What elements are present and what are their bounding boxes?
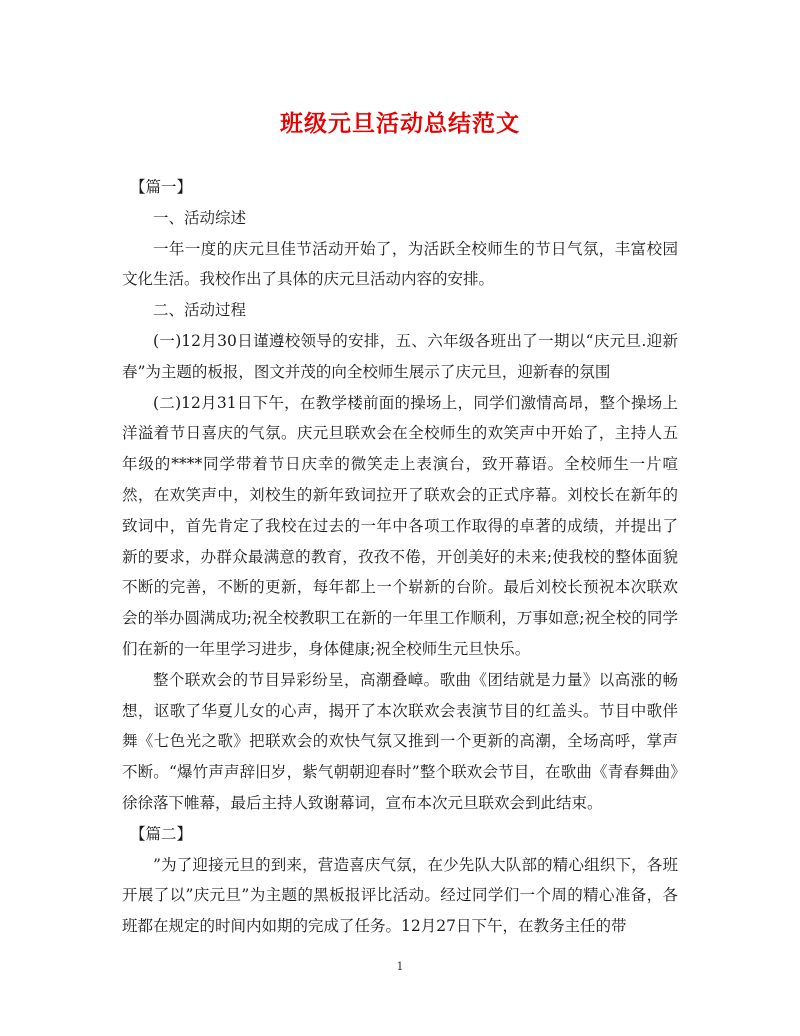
- document-body: [122, 172, 678, 942]
- paragraph: (二)12月31日下午，在教学楼前面的操场上，同学们激情高昂，整个操场上洋溢着节日喜庆的气氛。庆元旦联欢会在全校师生的欢笑声中开始了，主持人五年级的****同学带着节日庆幸的微笑走上表演台，致开幕语。全校师生一片喧然，在欢笑声中，刘校生的新年致词拉开了联欢会的正式序幕。刘校长在新年的致词中，首先肯定了我校在过去的一年中各项工作取得的卓著的成绩，并提出了新的要求，办群众最满意的教育，孜孜不倦，开创美好的未来;使我校的整体面貌不断的完善，不断的更新，每年都上一个崭新的台阶。最后刘校长预祝本次联欢会的举办圆满成功;祝全校教职工在新的一年里工作顺利，万事如意;祝全校的同学们在新的一年里学习进步，身体健康;祝全校师生元旦快乐。: [122, 393, 678, 658]
- section-heading: 【篇二】: [130, 824, 193, 843]
- subheading: 二、活动过程: [153, 301, 247, 320]
- subheading: 一、活动综述: [153, 208, 247, 227]
- document-title: 班级元旦活动总结范文: [280, 111, 520, 137]
- page-number: 1: [396, 960, 404, 973]
- paragraph: (一)12月30日谨遵校领导的安排，五、六年级各班出了一期以“庆元旦.迎新春”为主题的板报，图文并茂的向全校师生展示了庆元旦，迎新春的氛围: [122, 331, 678, 381]
- paragraph: ”为了迎接元旦的到来，营造喜庆气氛，在少先队大队部的精心组织下，各班开展了以”庆元旦”为主题的黑板报评比活动。经过同学们一个周的精心准备，各班都在规定的时间内如期的完成了任务。12月27日下午，在教务主任的带: [122, 855, 678, 936]
- paragraph: 整个联欢会的节目异彩纷呈，高潮叠嶂。歌曲《团结就是力量》以高涨的畅想，讴歌了华夏儿女的心声，揭开了本次联欢会表演节目的红盖头。节目中歌伴舞《七色光之歌》把联欢会的欢快气氛又推到一个更新的高潮，全场高呼，掌声不断。“爆竹声声辞旧岁，紫气朝朝迎春时”整个联欢会节目，在歌曲《青春舞曲》徐徐落下帷幕，最后主持人致谢幕词，宣布本次元旦联欢会到此结束。: [122, 670, 678, 812]
- section-heading: 【篇一】: [130, 178, 193, 196]
- paragraph: 一年一度的庆元旦佳节活动开始了，为活跃全校师生的节日气氛，丰富校园文化生活。我校作出了具体的庆元旦活动内容的安排。: [122, 239, 678, 289]
